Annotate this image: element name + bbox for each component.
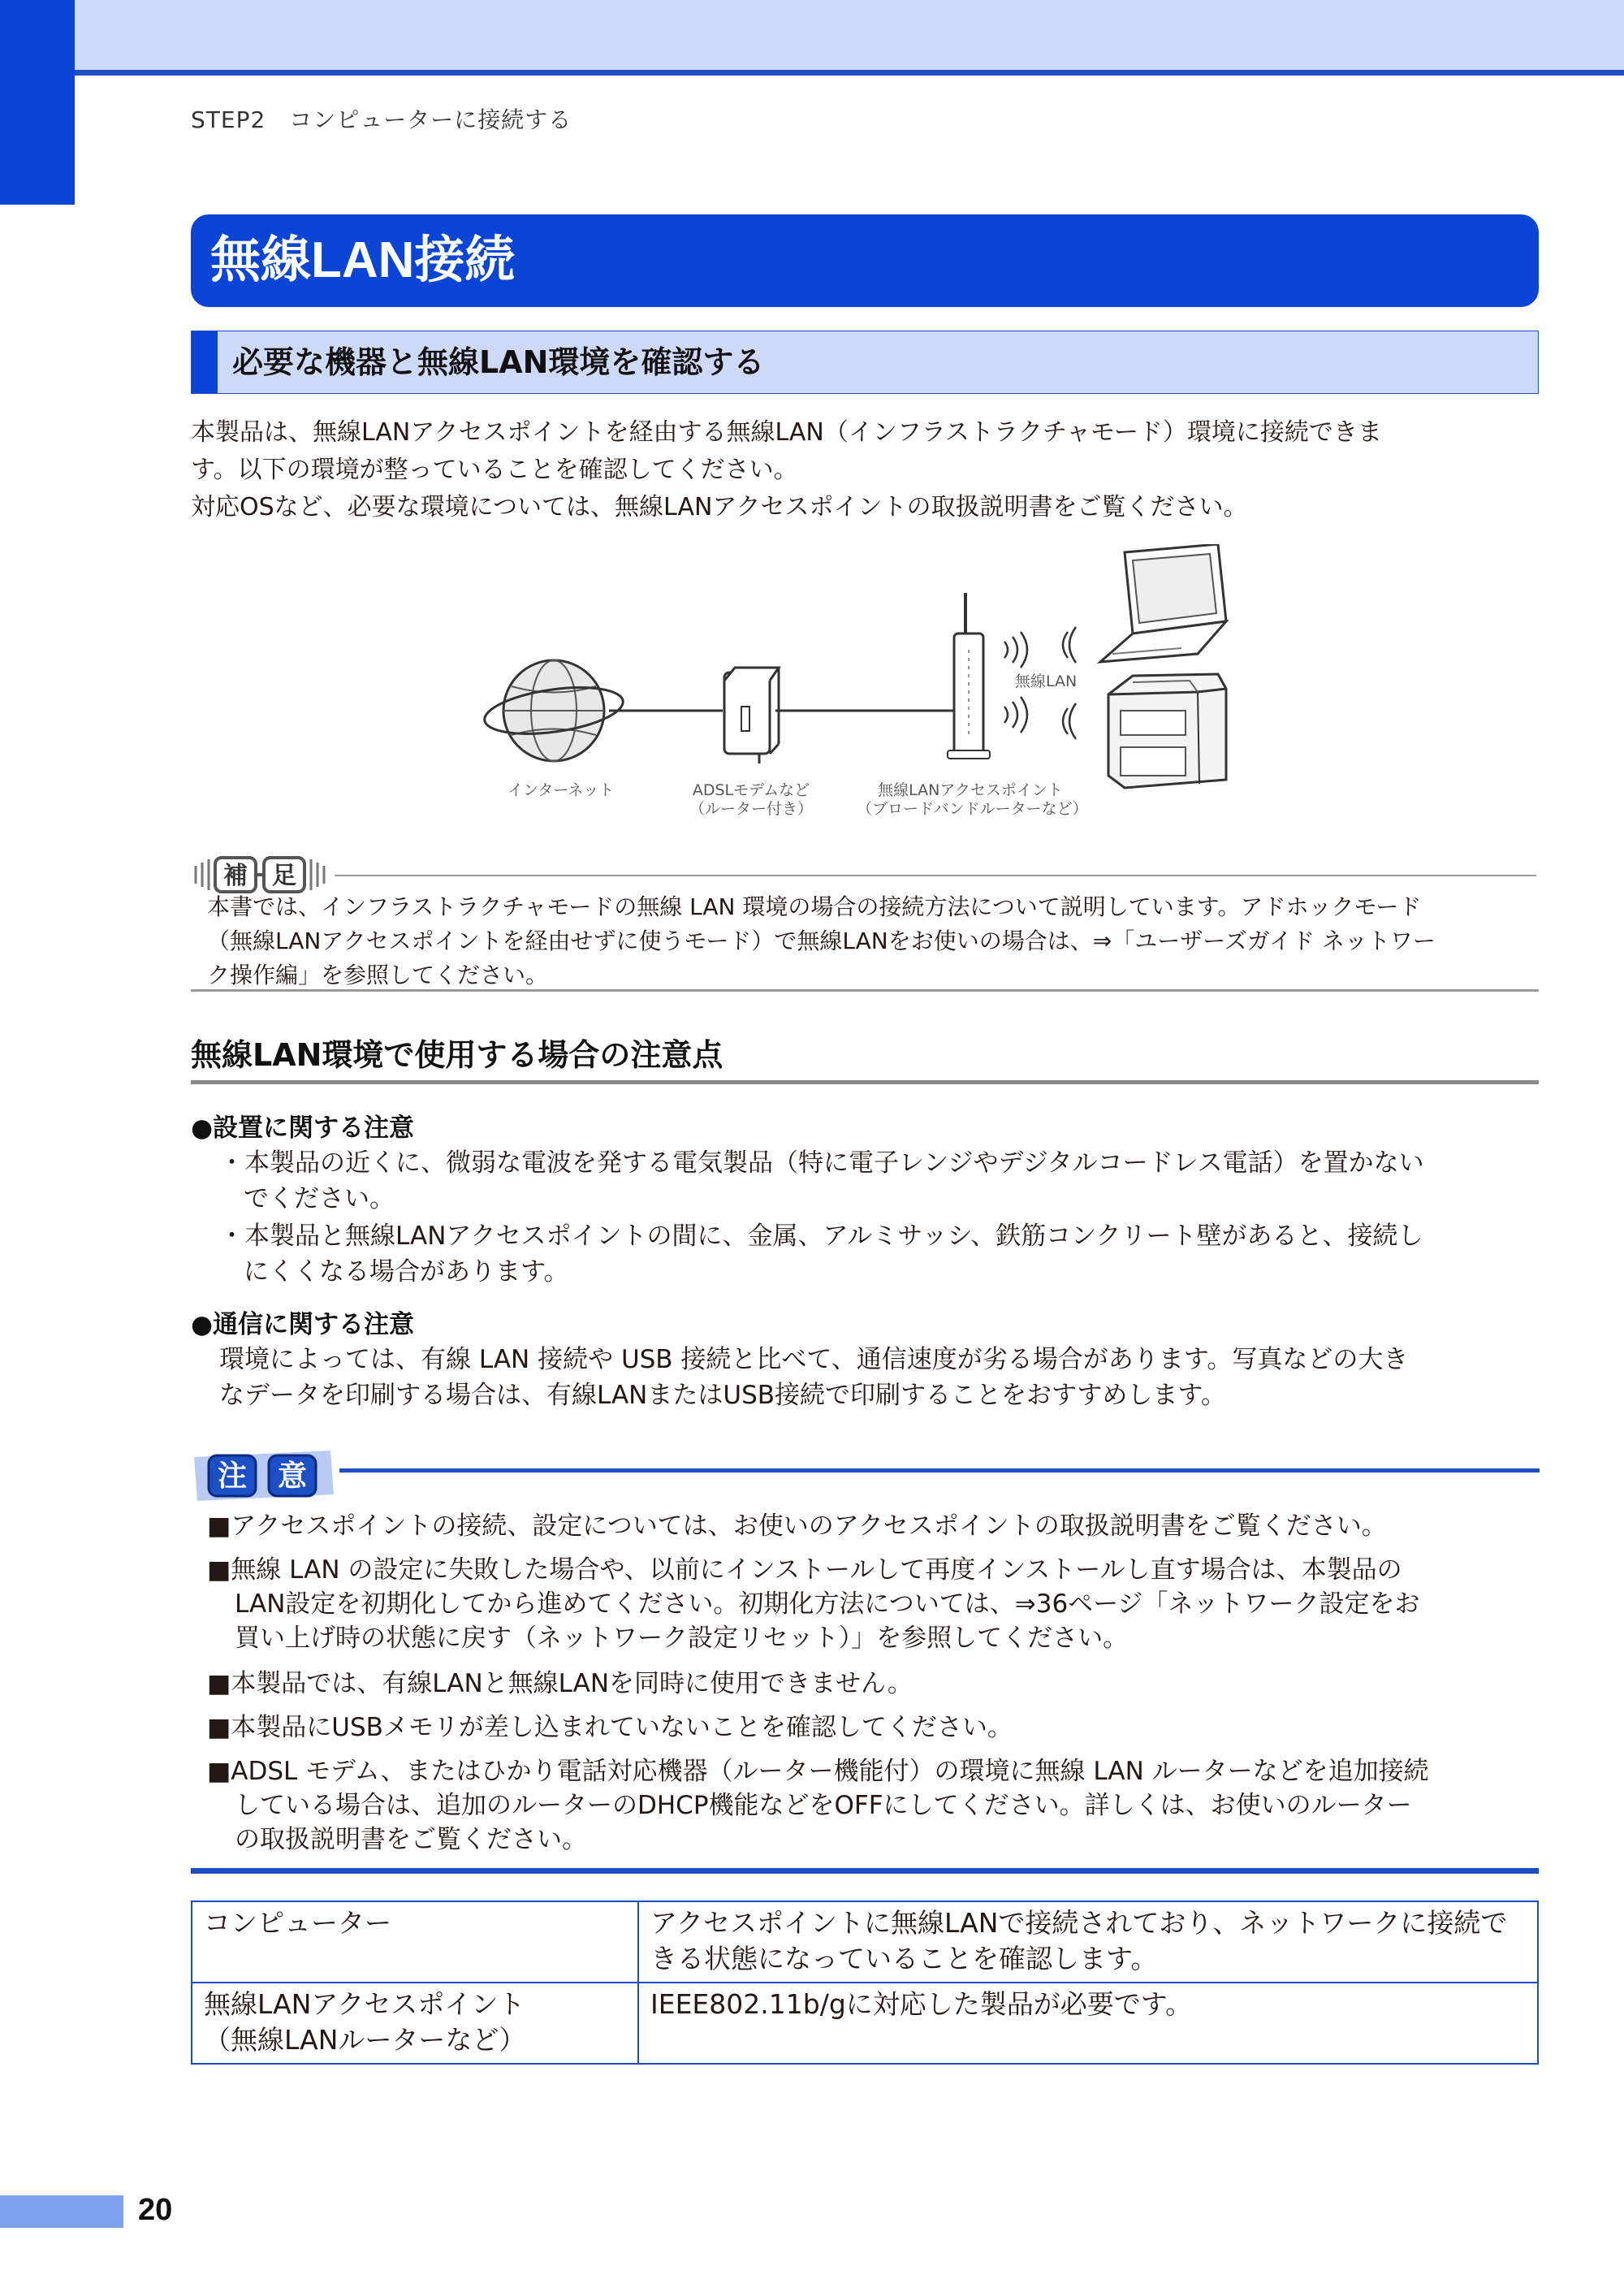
section-heading: 必要な機器と無線LAN環境を確認する xyxy=(232,344,765,380)
page-number-tab xyxy=(0,2195,123,2228)
access-point-icon xyxy=(948,593,990,759)
supplement-line: （無線LANアクセスポイントを経由せずに使うモード）で無線LANをお使いの場合は、⇒「ユーザーズガイド ネットワー xyxy=(207,928,1436,954)
intro-line: 対応OSなど、必要な環境については、無線LANアクセスポイントの取扱説明書をご覧ください。 xyxy=(191,493,1248,521)
table-row xyxy=(192,1983,1538,2064)
laptop-icon xyxy=(1100,544,1226,662)
install-note-line: にくくなる場合があります。 xyxy=(244,1257,569,1287)
table-cell-line: 無線LANアクセスポイント xyxy=(204,1988,525,2020)
supplement-line: ク操作編」を参照してください。 xyxy=(207,962,549,988)
comm-notes-heading: ●通信に関する注意 xyxy=(191,1310,415,1339)
modem-label xyxy=(682,781,820,819)
intro-line: 本製品は、無線LANアクセスポイントを経由する無線LAN（インフラストラクチャモード）環境に接続できま xyxy=(191,418,1382,447)
caution-badge-char-1: 注 xyxy=(217,1460,248,1493)
supplement-rule xyxy=(335,875,1536,876)
caution-badge-char-2: 意 xyxy=(277,1460,308,1493)
table-cell-line: きる状態になっていることを確認します。 xyxy=(650,1943,1158,1974)
modem-label-line: （ルーター付き） xyxy=(689,800,813,818)
intro-paragraph xyxy=(191,414,1547,526)
caution-item xyxy=(207,1553,1539,1655)
caution-line: ■ADSL モデム、またはひかり電話対応機器（ルーター機能付）の環境に無線 LAN ルーターなどを追加接続 xyxy=(207,1757,1429,1786)
section-heading-bar xyxy=(192,331,218,393)
comm-note-line: なデータを印刷する場合は、有線LANまたはUSB接続で印刷することをおすすめします。 xyxy=(219,1381,1226,1410)
wireless-lan-label: 無線LAN xyxy=(1015,672,1078,690)
internet-label: インターネット xyxy=(508,781,615,799)
caution-line: ■本製品にUSBメモリが差し込まれていないことを確認してください。 xyxy=(207,1713,1013,1742)
globe-icon xyxy=(483,660,626,761)
access-point-label-line: 無線LANアクセスポイント xyxy=(878,781,1063,799)
caution-badge xyxy=(191,1447,337,1504)
supplement-badge-char-2: 足 xyxy=(272,862,296,890)
table-cell-key xyxy=(192,1983,638,2064)
access-point-label xyxy=(857,781,1088,819)
install-note-line: ・本製品と無線LANアクセスポイントの間に、金属、アルミサッシ、鉄筋コンクリート壁があると、接続し xyxy=(219,1222,1423,1251)
caution-line: 買い上げ時の状態に戻す（ネットワーク設定リセット）」を参照してください。 xyxy=(235,1624,1129,1653)
caution-item xyxy=(207,1667,1539,1701)
install-note-item xyxy=(219,1145,1543,1217)
caution-item xyxy=(207,1509,1539,1543)
table-cell-line: コンピューター xyxy=(204,1907,391,1939)
caution-item xyxy=(207,1754,1539,1857)
caution-rule xyxy=(339,1468,1540,1473)
intro-line: す。以下の環境が整っていることを確認してください。 xyxy=(191,456,798,484)
caution-line: の取扱説明書をご覧ください。 xyxy=(235,1825,587,1854)
comm-note-line: 環境によっては、有線 LAN 接続や USB 接続と比べて、通信速度が劣る場合があります。写真などの大き xyxy=(219,1345,1409,1374)
table-cell-line: （無線LANルーターなど） xyxy=(204,2024,526,2056)
install-note-line: でください。 xyxy=(244,1184,395,1213)
breadcrumb: STEP2 コンピューターに接続する xyxy=(191,106,572,133)
caution-bottom-rule xyxy=(191,1868,1539,1874)
install-note-item xyxy=(219,1218,1543,1290)
requirements-table xyxy=(191,1901,1539,2065)
caution-line: ■本製品では、有線LANと無線LANを同時に使用できません。 xyxy=(207,1669,913,1698)
notes-heading: 無線LAN環境で使用する場合の注意点 xyxy=(191,1037,723,1073)
table-cell-key xyxy=(192,1901,638,1983)
supplement-line: 本書では、インフラストラクチャモードの無線 LAN 環境の場合の接続方法について説明しています。アドホックモード xyxy=(207,893,1422,920)
supplement-bottom-rule xyxy=(191,989,1539,992)
table-cell-line: IEEE802.11b/gに対応した製品が必要です。 xyxy=(650,1988,1193,2020)
section-heading-box xyxy=(191,331,1539,394)
caution-line: ■無線 LAN の設定に失敗した場合や、以前にインストールして再度インストールし直す場合は、本製品の xyxy=(207,1555,1402,1585)
caution-item xyxy=(207,1710,1539,1745)
table-cell-line: アクセスポイントに無線LANで接続されており、ネットワークに接続で xyxy=(650,1907,1508,1939)
network-diagram xyxy=(483,544,1230,828)
table-row xyxy=(192,1901,1538,1983)
page-number: 20 xyxy=(138,2193,173,2227)
chapter-tab xyxy=(0,0,75,205)
page-title: 無線LAN接続 xyxy=(191,214,1539,307)
supplement-text xyxy=(207,890,1539,992)
supplement-badge-char-1: 補 xyxy=(223,862,248,890)
comm-note-text xyxy=(219,1342,1543,1413)
install-note-line: ・本製品の近くに、微弱な電波を発する電気製品（特に電子レンジやデジタルコードレス電話）を置かない xyxy=(219,1148,1424,1178)
install-notes-heading: ●設置に関する注意 xyxy=(191,1114,415,1143)
caution-line: LAN設定を初期化してから進めてください。初期化方法については、⇒36ページ「ネットワーク設定をお xyxy=(235,1589,1420,1619)
modem-icon xyxy=(724,668,779,763)
modem-label-line: ADSLモデムなど xyxy=(692,781,810,799)
caution-line: ■アクセスポイントの接続、設定については、お使いのアクセスポイントの取扱説明書をご覧ください。 xyxy=(207,1511,1387,1541)
top-header-band xyxy=(0,0,1624,76)
notes-heading-rule xyxy=(191,1080,1539,1084)
access-point-label-line: （ブロードバンドルーターなど） xyxy=(857,800,1088,818)
printer-icon xyxy=(1108,674,1226,788)
table-cell-value xyxy=(638,1901,1538,1983)
caution-line: している場合は、追加のルーターのDHCP機能などをOFFにしてください。詳しくは、お使いのルーター xyxy=(235,1791,1412,1820)
table-cell-value xyxy=(638,1983,1538,2064)
